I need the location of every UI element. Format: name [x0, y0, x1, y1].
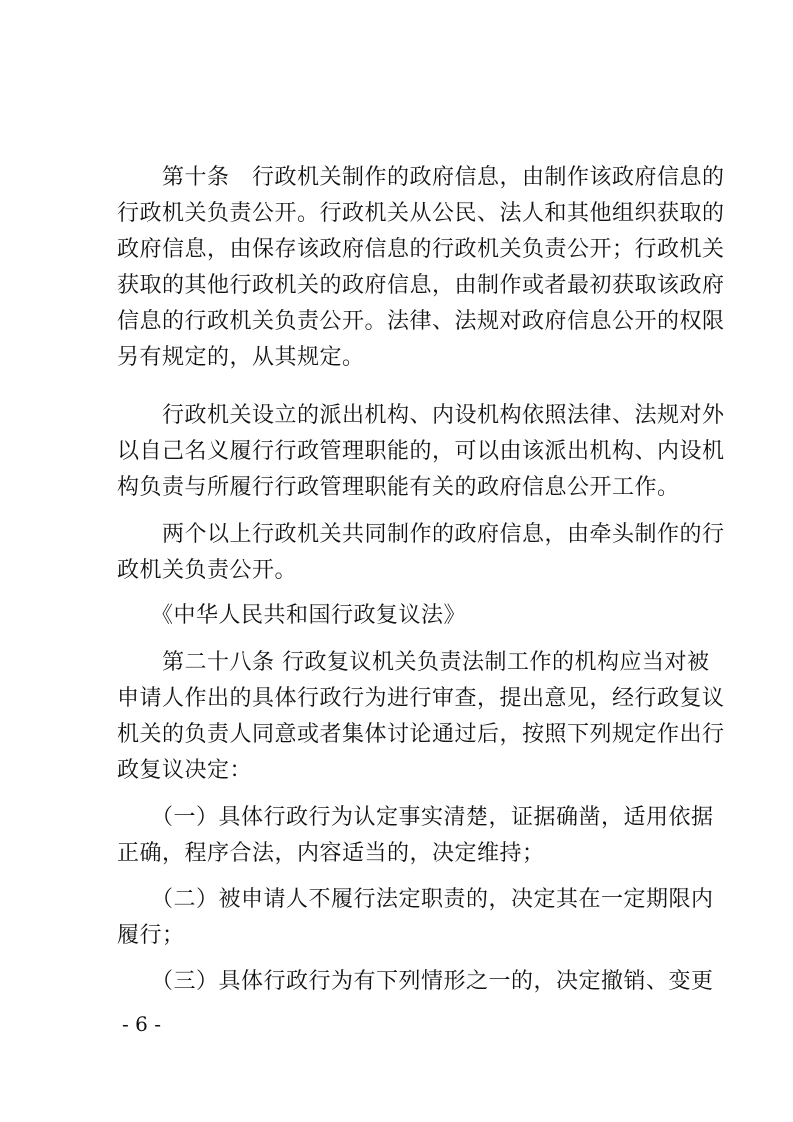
- text-line: （一）具体行政行为认定事实清楚，证据确凿，适用依据: [117, 805, 714, 830]
- text-line: 信息的行政机关负责公开。法律、法规对政府信息公开的权限: [117, 309, 725, 334]
- text-line: 政机关负责公开。: [117, 558, 298, 583]
- text-line: 正确，程序合法，内容适当的，决定维持；: [117, 841, 545, 866]
- text-line: 政复议决定：: [117, 758, 253, 783]
- text-line: 机关的负责人同意或者集体讨论通过后，按照下列规定作出行: [117, 722, 725, 747]
- text-line: （二）被申请人不履行法定职责的，决定其在一定期限内: [117, 887, 714, 912]
- text-line: 行政机关设立的派出机构、内设机构依照法律、法规对外: [117, 403, 725, 428]
- section-title: 《中华人民共和国行政复议法》: [117, 603, 467, 628]
- text-line: 行政机关负责公开。行政机关从公民、法人和其他组织获取的: [117, 201, 725, 226]
- text-line: 政府信息，由保存该政府信息的行政机关负责公开；行政机关: [117, 237, 725, 262]
- text-line: 构负责与所履行行政管理职能有关的政府信息公开工作。: [117, 475, 680, 500]
- text-line: 申请人作出的具体行政行为进行审查，提出意见，经行政复议: [117, 686, 725, 711]
- text-line: 以自己名义履行行政管理职能的，可以由该派出机构、内设机: [117, 439, 725, 464]
- text-line: 两个以上行政机关共同制作的政府信息，由牵头制作的行: [117, 522, 725, 547]
- text-line: 另有规定的，从其规定。: [117, 345, 365, 370]
- text-line: 第十条 行政机关制作的政府信息，由制作该政府信息的: [117, 165, 725, 190]
- page-number: - 6 -: [122, 1012, 161, 1036]
- text-line: 第二十八条 行政复议机关负责法制工作的机构应当对被: [117, 650, 710, 675]
- text-line: （三）具体行政行为有下列情形之一的，决定撤销、变更: [117, 969, 714, 994]
- text-line: 履行；: [117, 923, 185, 948]
- text-line: 获取的其他行政机关的政府信息，由制作或者最初获取该政府: [117, 273, 725, 298]
